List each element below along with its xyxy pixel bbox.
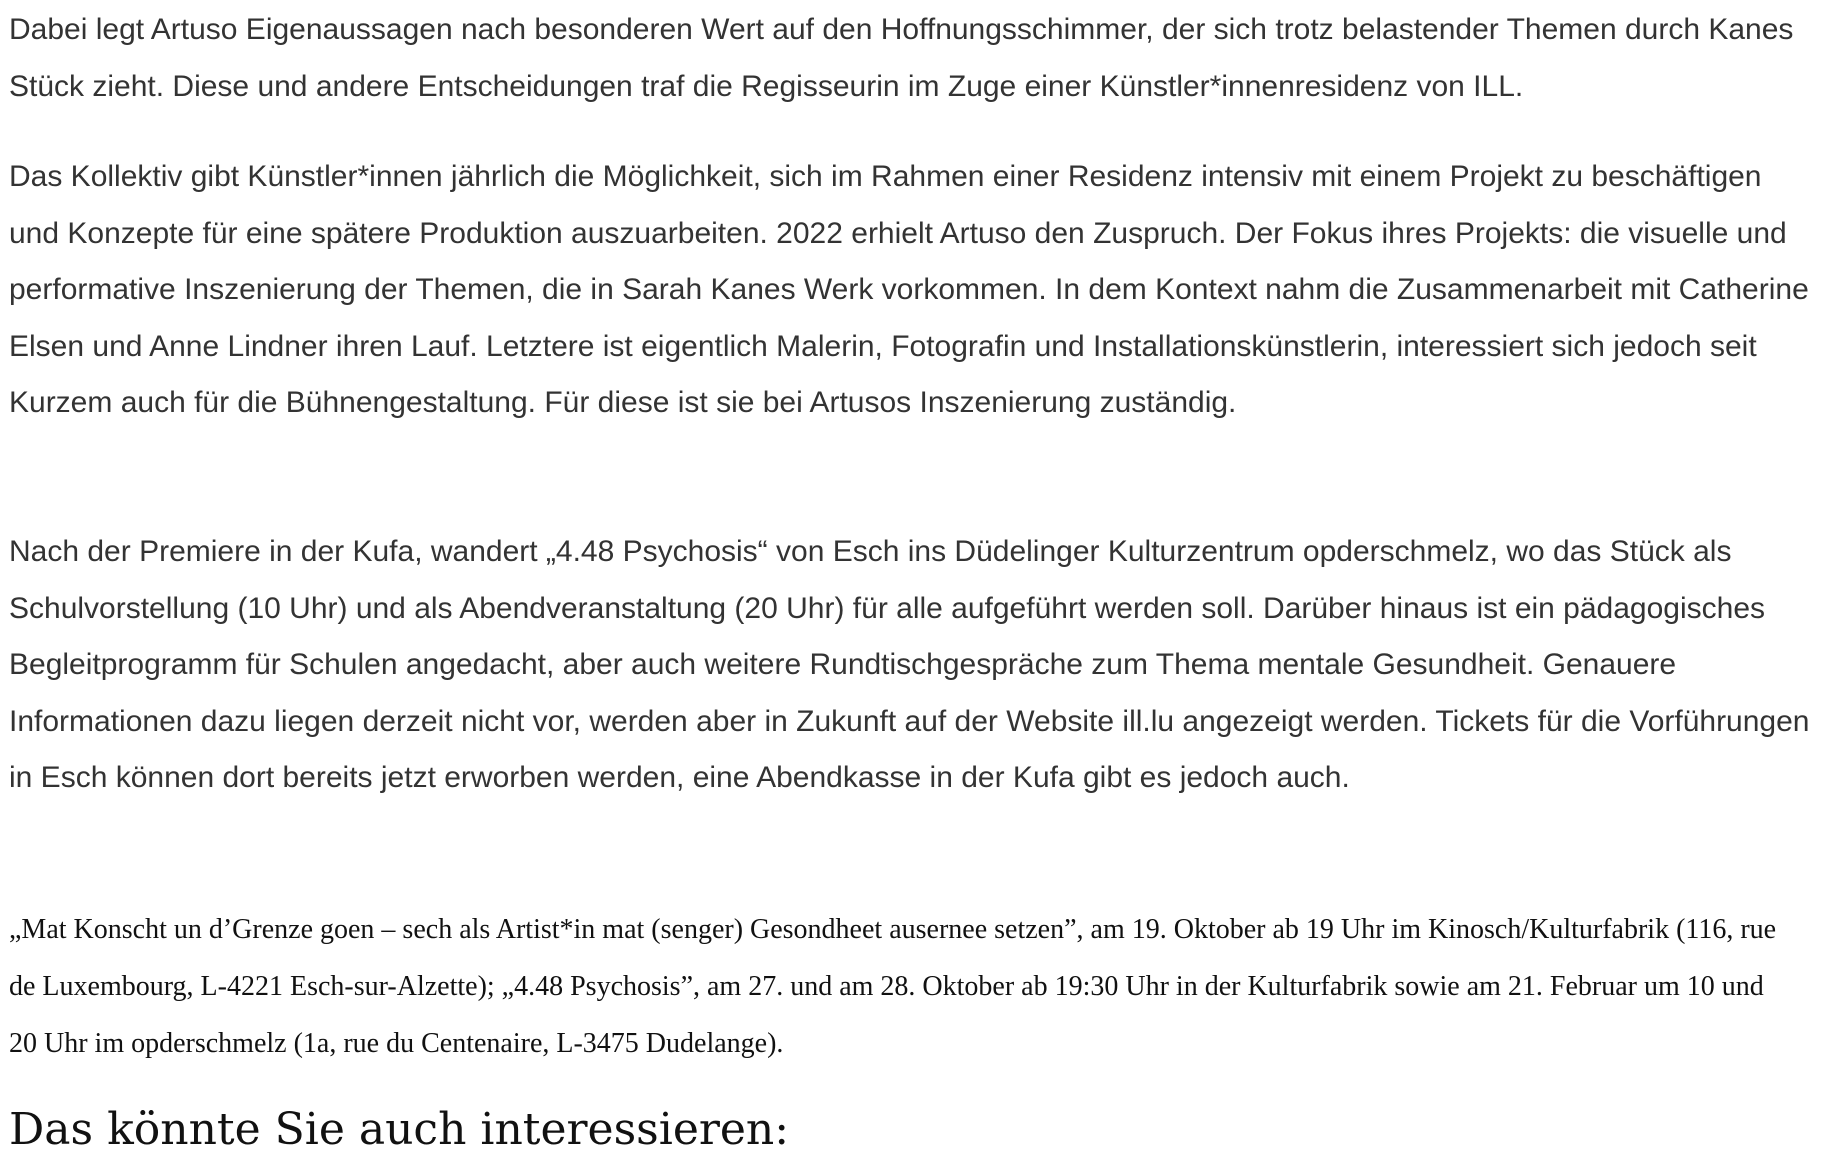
related-articles-heading: Das könnte Sie auch interessieren: <box>9 1104 790 1155</box>
event-info: „Mat Konscht un d’Grenze goen – sech als Artist*in mat (senger) Gesondheet ausernee setzen”, am 19. Oktober ab 19 Uhr im Kinosch/Kulturfabrik (116, rue de Luxembourg, L-4221 Esch-sur-Alzette); „4.48 Psychosis”, am 27. und am 28. Oktober ab 19:30 Uhr in der Kulturfabrik sowie am 21. Februar um 10 und 20 Uhr im opderschmelz (1a, rue du Centenaire, L-3475 Dudelange). <box>9 914 1777 1059</box>
article-paragraph: Das Kollektiv gibt Künstler*innen jährlich die Möglichkeit, sich im Rahmen einer Residenz intensiv mit einem Projekt zu beschäftigen und Konzepte für eine spätere Produktion auszuarbeiten. 2022 erhielt Artuso den Zuspruch. Der Fokus ihres Projekts: die visuelle und performative Inszenierung der Themen, die in Sarah Kanes Werk vorkommen. In dem Kontext nahm die Zusammenarbeit mit Catherine Elsen und Anne Lindner ihren Lauf. Letztere ist eigentlich Malerin, Fotografin und Installationskünstlerin, interessiert sich jedoch seit Kurzem auch für die Bühnengestaltung. Für diese ist sie bei Artusos Inszenierung zuständig. <box>9 160 1809 419</box>
article-paragraph: Dabei legt Artuso Eigenaussagen nach besonderen Wert auf den Hoffnungsschimmer, der sich trotz belastender Themen durch Kanes Stück zieht. Diese und andere Entscheidungen traf die Regisseurin im Zuge einer Künstler*innenresidenz von ILL. <box>9 13 1794 103</box>
article-paragraph: Nach der Premiere in der Kufa, wandert „4.48 Psychosis“ von Esch ins Düdelinger Kulturzentrum opderschmelz, wo das Stück als Schulvorstellung (10 Uhr) und als Abendveranstaltung (20 Uhr) für alle aufgeführt werden soll. Darüber hinaus ist ein pädagogisches Begleitprogramm für Schulen angedacht, aber auch weitere Rundtischgespräche zum Thema mentale Gesundheit. Genauere Informationen dazu liegen derzeit nicht vor, werden aber in Zukunft auf der Website ill.lu angezeigt werden. Tickets für die Vorführungen in Esch können dort bereits jetzt erworben werden, eine Abendkasse in der Kufa gibt es jedoch auch. <box>9 535 1810 794</box>
